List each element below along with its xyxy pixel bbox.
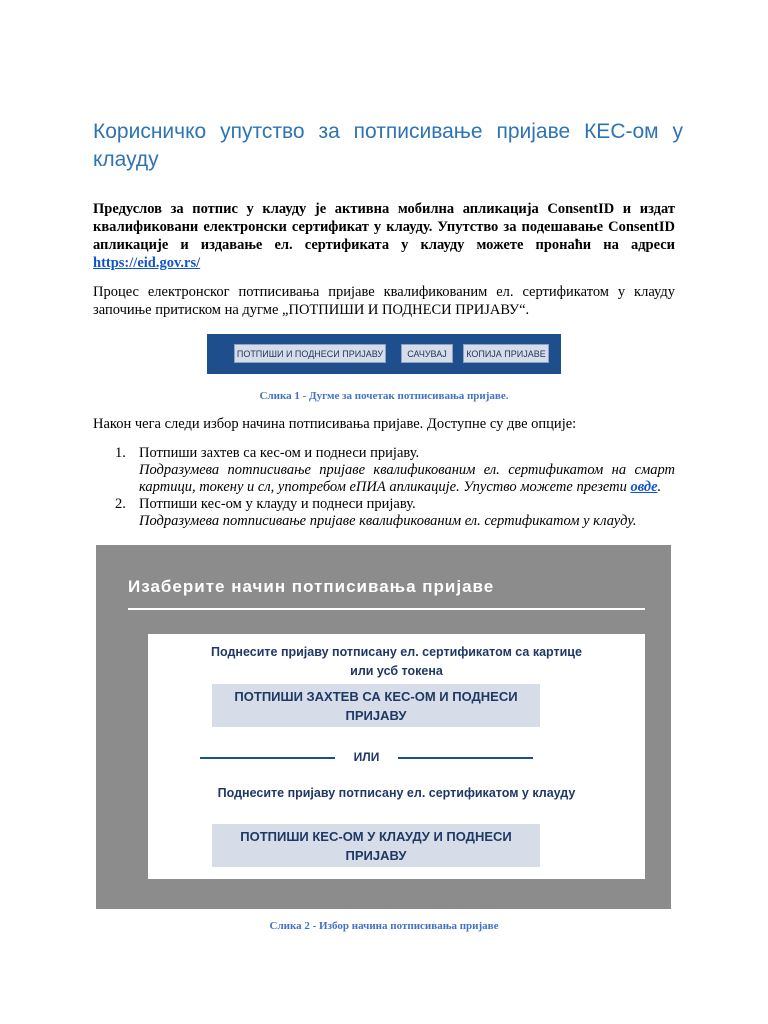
option1-description: Поднесите пријаву потписану ел. сертификатом са картице или усб токена [211,645,582,678]
eid-link[interactable]: https://eid.gov.rs/ [93,255,201,271]
list-number: 2. [115,496,126,512]
signing-method-dialog [96,545,671,909]
manual-link[interactable]: овде [630,479,658,495]
option-title: Потпиши захтев са кес-ом и поднеси пријаву. [139,445,420,461]
list-item [115,445,675,496]
intro-paragraph [93,200,675,272]
dialog-panel [148,634,645,879]
option-description: Подразумева потписивање пријаве квалификованим ел. сертификатом у клауду. [139,513,637,529]
list-item [115,496,675,530]
process-paragraph: Процес електронског потписивања пријаве квалификованим ел. сертификатом у клауду започиње притиском на дугме „ПОТПИШИ И ПОДНЕСИ ПРИЈАВУ“. [93,284,675,318]
sign-with-cloud-qes-button[interactable]: ПОТПИШИ КЕС-ОМ У КЛАУДУ И ПОДНЕСИ ПРИЈАВУ [212,824,540,867]
save-button[interactable]: САЧУВАЈ [401,344,453,363]
option2-description: Поднесите пријаву потписану ел. сертификатом у клауду [217,786,576,800]
copy-application-button[interactable]: КОПИЈА ПРИЈАВЕ [463,344,549,363]
or-separator [200,748,533,766]
figure2-caption: Слика 2 - Избор начина потписивања пријаве [269,920,499,932]
option-description [139,462,675,496]
figure1-button-bar [207,334,561,374]
title-line-1: Корисничко упутство за потписивање пријаве КЕС-ом у [93,120,683,143]
intro-text: Предуслов за потпис у клауду је активна мобилна апликација ConsentID и издат квалификовани електронски сертификат у клауду. Упутство за подешавање ConsentID апликације и издавање ел. сертификата у клауду можете пронаћи на адреси [93,201,675,253]
option-description-end: . [657,479,662,495]
dialog-divider [128,608,645,610]
sign-and-submit-button[interactable]: ПОТПИШИ И ПОДНЕСИ ПРИЈАВУ [234,344,386,363]
options-intro: Након чега следи избор начина потписивања пријаве. Доступне су две опције: [93,416,577,432]
title-line-2: клауду [93,148,159,171]
dialog-title: Изаберите начин потписивања пријаве [128,577,495,596]
or-label: ИЛИ [353,750,380,764]
option-description-text: Подразумева потписивање пријаве квалификованим ел. сертификатом на смарт картици, токену и сл, употребом еПИА апликације. Упуство можете презети [139,462,675,495]
sign-with-qes-button[interactable]: ПОТПИШИ ЗАХТЕВ СА КЕС-ОМ И ПОДНЕСИ ПРИЈАВУ [212,684,540,727]
page-title [93,118,683,174]
figure1-caption: Слика 1 - Дугме за почетак потписивања пријаве. [259,390,509,402]
separator-line-left [200,757,335,759]
options-list [115,445,675,530]
option-title: Потпиши кес-ом у клауду и поднеси пријаву. [139,496,416,512]
separator-line-right [398,757,533,759]
list-number: 1. [115,445,126,461]
